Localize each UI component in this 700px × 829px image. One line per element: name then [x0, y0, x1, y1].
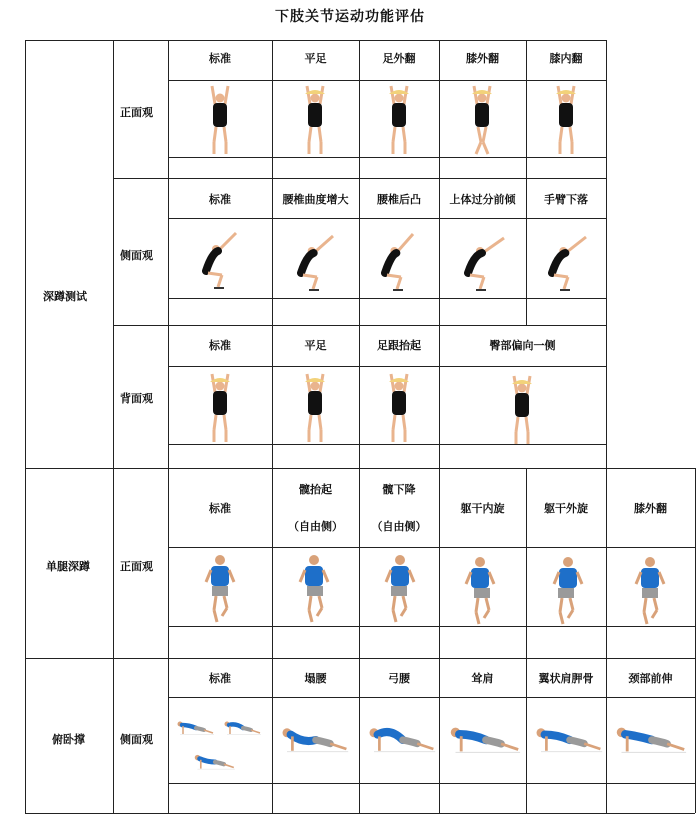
single-header-hip-rise-note: （自由侧）	[288, 520, 343, 533]
grid-line	[168, 218, 606, 219]
pushup-standard-figure-1	[175, 710, 215, 746]
grid-line	[526, 468, 527, 658]
grid-line	[168, 298, 606, 299]
single-header-hip-drop: 髋下降	[382, 483, 416, 496]
grid-line	[695, 468, 696, 658]
grid-line	[439, 468, 440, 658]
front-header-flatfoot: 平足	[304, 52, 327, 65]
side-header-standard: 标准	[209, 193, 231, 206]
page-title: 下肢关节运动功能评估	[275, 9, 425, 25]
pushup-header-sag: 塌腰	[304, 672, 327, 685]
single-trunk-internal-figure	[460, 554, 504, 626]
pushup-neck-forward-figure	[612, 722, 688, 758]
single-header-trunk-internal: 躯干内旋	[460, 502, 505, 515]
pushup-shrug-figure	[446, 722, 522, 758]
grid-line	[25, 40, 26, 813]
grid-line	[695, 658, 696, 813]
grid-line	[168, 157, 606, 158]
single-header-standard: 标准	[209, 502, 231, 515]
front-header-standard: 标准	[209, 52, 231, 65]
view-label-front: 正面观	[120, 106, 153, 119]
side-kyphosis-figure	[371, 229, 427, 293]
back-header-hip-shift: 臀部偏向一侧	[489, 339, 556, 352]
grid-line	[168, 547, 695, 548]
side-forward-lean-figure	[454, 229, 510, 293]
section-label-squat: 深蹲测试	[43, 290, 87, 303]
view-label-back: 背面观	[120, 392, 153, 405]
grid-line	[272, 40, 273, 468]
single-trunk-external-figure	[544, 554, 588, 626]
grid-line	[606, 40, 607, 468]
front-foot-valgus-figure	[377, 84, 421, 156]
back-heel-rise-figure	[377, 372, 421, 444]
front-flatfoot-figure	[293, 84, 337, 156]
back-header-flatfoot: 平足	[304, 339, 327, 352]
grid-line	[25, 658, 695, 659]
side-header-kyphosis: 腰椎后凸	[377, 193, 421, 206]
grid-line	[113, 40, 114, 813]
side-arms-fall-figure	[538, 229, 594, 293]
front-knee-valgus-figure	[460, 84, 504, 156]
single-standard-figure	[198, 552, 242, 624]
back-hip-shift-figure	[500, 374, 544, 446]
grid-line	[168, 697, 695, 698]
single-header-hip-rise: 髋抬起	[299, 483, 332, 496]
back-header-standard: 标准	[209, 339, 231, 352]
view-label-side: 侧面观	[120, 249, 153, 262]
pushup-header-neck-forward: 颈部前伸	[628, 672, 673, 685]
back-header-heel-rise: 足跟抬起	[377, 339, 421, 352]
single-header-knee-valgus: 膝外翻	[634, 502, 667, 515]
grid-line	[25, 468, 695, 469]
pushup-arch-figure	[365, 722, 437, 758]
grid-line	[25, 813, 695, 814]
back-flatfoot-figure	[293, 372, 337, 444]
single-hip-rise-figure	[293, 552, 337, 624]
grid-line	[168, 626, 695, 627]
front-standard-figure	[198, 84, 242, 156]
pushup-standard-figure-2	[222, 710, 262, 746]
grid-line	[439, 40, 440, 468]
side-lordosis-figure	[287, 229, 343, 293]
side-header-lordosis: 腰椎曲度增大	[282, 193, 349, 206]
single-header-hip-drop-note: （自由侧）	[371, 520, 427, 533]
pushup-header-winged-scapula: 翼状肩胛骨	[538, 672, 594, 685]
single-knee-valgus-figure	[628, 554, 672, 626]
grid-line	[168, 783, 695, 784]
pushup-header-arch: 弓腰	[388, 672, 410, 685]
grid-line	[606, 468, 607, 658]
grid-line	[526, 40, 527, 325]
front-knee-varus-figure	[544, 84, 588, 156]
side-header-arms-fall: 手臂下落	[544, 193, 588, 206]
pushup-header-shrug: 耸肩	[471, 672, 494, 685]
front-header-foot-valgus: 足外翻	[382, 52, 416, 65]
grid-line	[168, 80, 606, 81]
back-standard-figure	[198, 372, 242, 444]
pushup-standard-figure-3	[192, 744, 236, 780]
grid-line	[168, 366, 606, 367]
view-label-pushup-side: 侧面观	[120, 733, 153, 746]
side-standard-figure	[192, 227, 248, 291]
front-header-knee-varus: 膝内翻	[549, 52, 583, 65]
pushup-header-standard: 标准	[209, 672, 231, 685]
section-label-single-leg: 单腿深蹲	[46, 560, 90, 573]
front-header-knee-valgus: 膝外翻	[466, 52, 499, 65]
pushup-sag-figure	[278, 722, 350, 758]
single-header-trunk-external: 躯干外旋	[544, 502, 588, 515]
single-hip-drop-figure	[377, 552, 421, 624]
section-label-pushup: 俯卧撑	[52, 733, 85, 746]
view-label-single-front: 正面观	[120, 560, 153, 573]
side-header-forward-lean: 上体过分前倾	[449, 193, 516, 206]
pushup-winged-figure	[532, 722, 604, 758]
grid-line	[359, 40, 360, 468]
